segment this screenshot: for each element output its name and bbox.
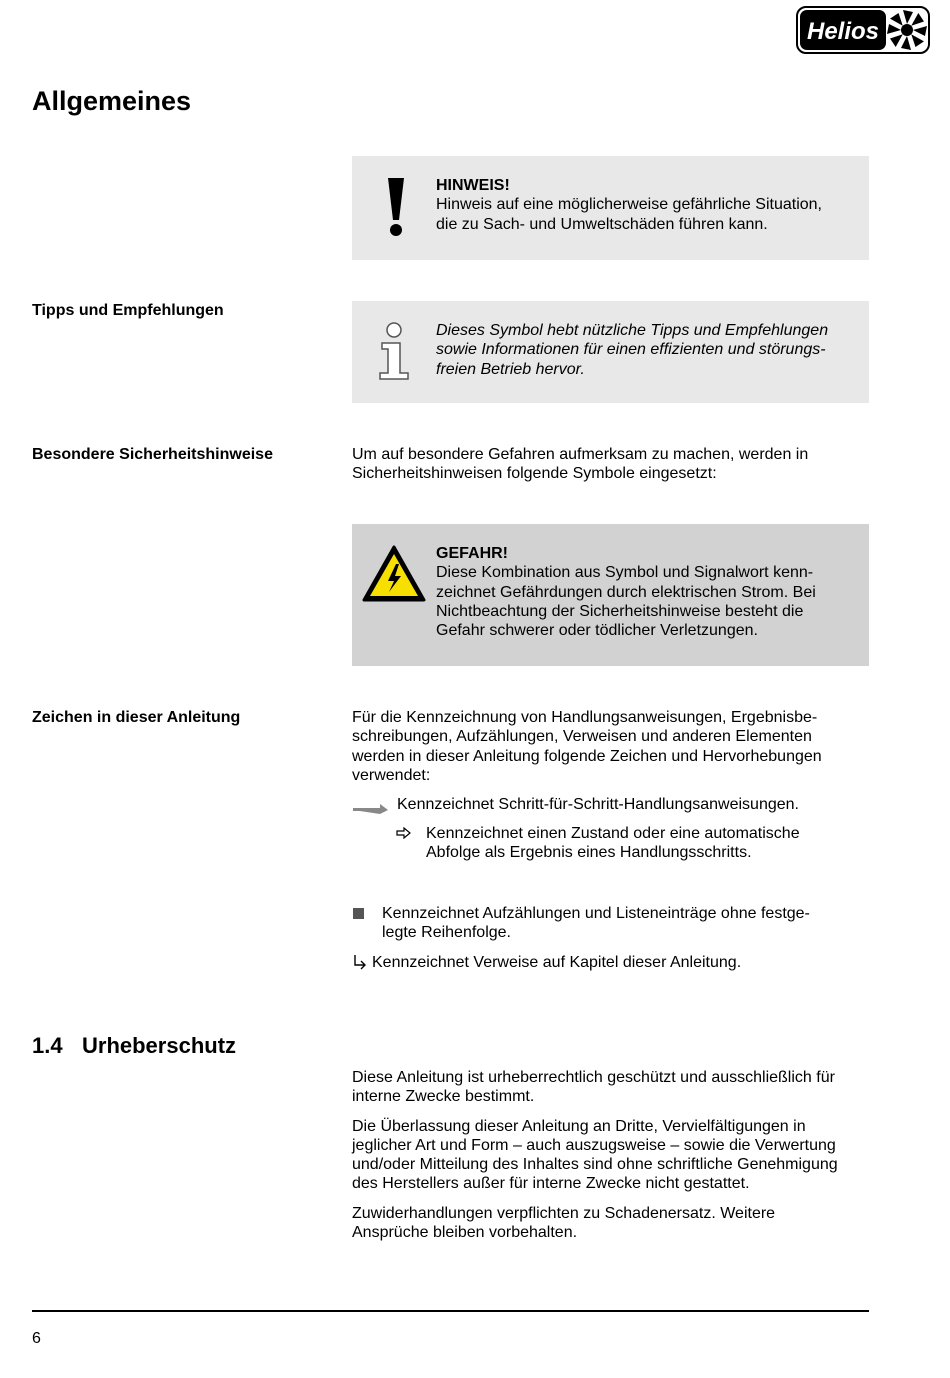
- footer-divider: [32, 1310, 869, 1312]
- copyright-line: Die Überlassung dieser Anleitung an Dritte, Vervielfältigungen in: [352, 1117, 806, 1135]
- danger-line: Diese Kombination aus Symbol und Signalwort kenn-: [436, 564, 814, 582]
- copyright-line: interne Zwecke bestimmt.: [352, 1088, 535, 1106]
- danger-box: [352, 524, 869, 666]
- safety-line: Sicherheitshinweisen folgende Symbole eingesetzt:: [352, 465, 717, 483]
- copyright-paragraph: [352, 1068, 872, 1107]
- tips-heading: Tipps und Empfehlungen: [32, 302, 224, 319]
- list-text: [382, 904, 810, 943]
- signs-intro: [352, 708, 872, 785]
- signs-intro-line: schreibungen, Aufzählungen, Verweisen und anderen Elementen: [352, 728, 812, 746]
- tips-line: Dieses Symbol hebt nützliche Tipps und Empfehlungen: [436, 322, 829, 339]
- notice-title: HINWEIS!: [436, 177, 510, 194]
- copyright-line: Ansprüche bleiben vorbehalten.: [352, 1224, 578, 1242]
- exclamation-icon: [382, 176, 410, 243]
- danger-title: GEFAHR!: [436, 545, 508, 562]
- copyright-line: des Herstellers außer für interne Zwecke nicht gestattet.: [352, 1175, 750, 1193]
- result-line: Abfolge als Ergebnis eines Handlungsschritts.: [426, 844, 752, 862]
- copyright-line: Diese Anleitung ist urheberrechtlich geschützt und ausschließlich für: [352, 1069, 835, 1086]
- info-icon: [378, 321, 412, 386]
- reference-text: Kennzeichnet Verweise auf Kapitel dieser Anleitung.: [372, 954, 742, 971]
- notice-box: [352, 156, 869, 260]
- safety-heading: Besondere Sicherheitshinweise: [32, 446, 273, 463]
- tips-box: [352, 301, 869, 403]
- square-bullet-icon: [353, 908, 364, 919]
- tips-line: freien Betrieb hervor.: [436, 360, 585, 378]
- safety-text: [352, 445, 872, 484]
- list-line: Kennzeichnet Aufzählungen und Listeneinträge ohne festge-: [382, 905, 810, 922]
- page-number: 6: [32, 1330, 41, 1347]
- result-line: Kennzeichnet einen Zustand oder eine automatische: [426, 825, 800, 842]
- electric-hazard-icon: [361, 544, 427, 609]
- copyright-line: Zuwiderhandlungen verpflichten zu Schadenersatz. Weitere: [352, 1204, 776, 1222]
- notice-line: Hinweis auf eine möglicherweise gefährliche Situation,: [436, 196, 822, 214]
- danger-line: Gefahr schwerer oder tödlicher Verletzungen.: [436, 622, 758, 640]
- copyright-line: und/oder Mitteilung des Inhaltes sind ohne schriftliche Genehmigung: [352, 1156, 838, 1174]
- result-text: [426, 824, 800, 863]
- result-arrow-icon: [396, 826, 412, 844]
- signs-heading: Zeichen in dieser Anleitung: [32, 709, 241, 726]
- copyright-paragraph: [352, 1117, 872, 1194]
- danger-line: zeichnet Gefährdungen durch elektrischen Strom. Bei: [436, 583, 816, 601]
- helios-logo: [796, 6, 930, 54]
- signs-intro-line: Für die Kennzeichnung von Handlungsanweisungen, Ergebnisbe-: [352, 709, 818, 726]
- reference-arrow-icon: [352, 954, 368, 975]
- notice-line: die zu Sach- und Umweltschäden führen kann.: [436, 215, 768, 233]
- step-arrow-icon: [352, 799, 390, 820]
- section-title: Urheberschutz: [82, 1033, 237, 1058]
- copyright-line: jeglicher Art und Form – auch auszugsweise – sowie die Verwertung: [352, 1136, 836, 1154]
- section-number: 1.4: [32, 1033, 63, 1058]
- signs-intro-line: verwendet:: [352, 766, 431, 784]
- page-title: Allgemeines: [32, 86, 192, 116]
- list-line: legte Reihenfolge.: [382, 924, 511, 942]
- section-heading: [32, 1033, 236, 1059]
- safety-line: Um auf besondere Gefahren aufmerksam zu machen, werden in: [352, 446, 809, 463]
- signs-intro-line: werden in dieser Anleitung folgende Zeichen und Hervorhebungen: [352, 747, 822, 765]
- copyright-paragraph: [352, 1204, 872, 1243]
- copyright-text: [352, 1068, 872, 1252]
- logo-text: Helios: [806, 18, 880, 45]
- tips-line: sowie Informationen für einen effizienten und störungs-: [436, 341, 826, 359]
- step-text: Kennzeichnet Schritt-für-Schritt-Handlungsanweisungen.: [397, 796, 799, 813]
- danger-line: Nichtbeachtung der Sicherheitshinweise besteht die: [436, 602, 804, 620]
